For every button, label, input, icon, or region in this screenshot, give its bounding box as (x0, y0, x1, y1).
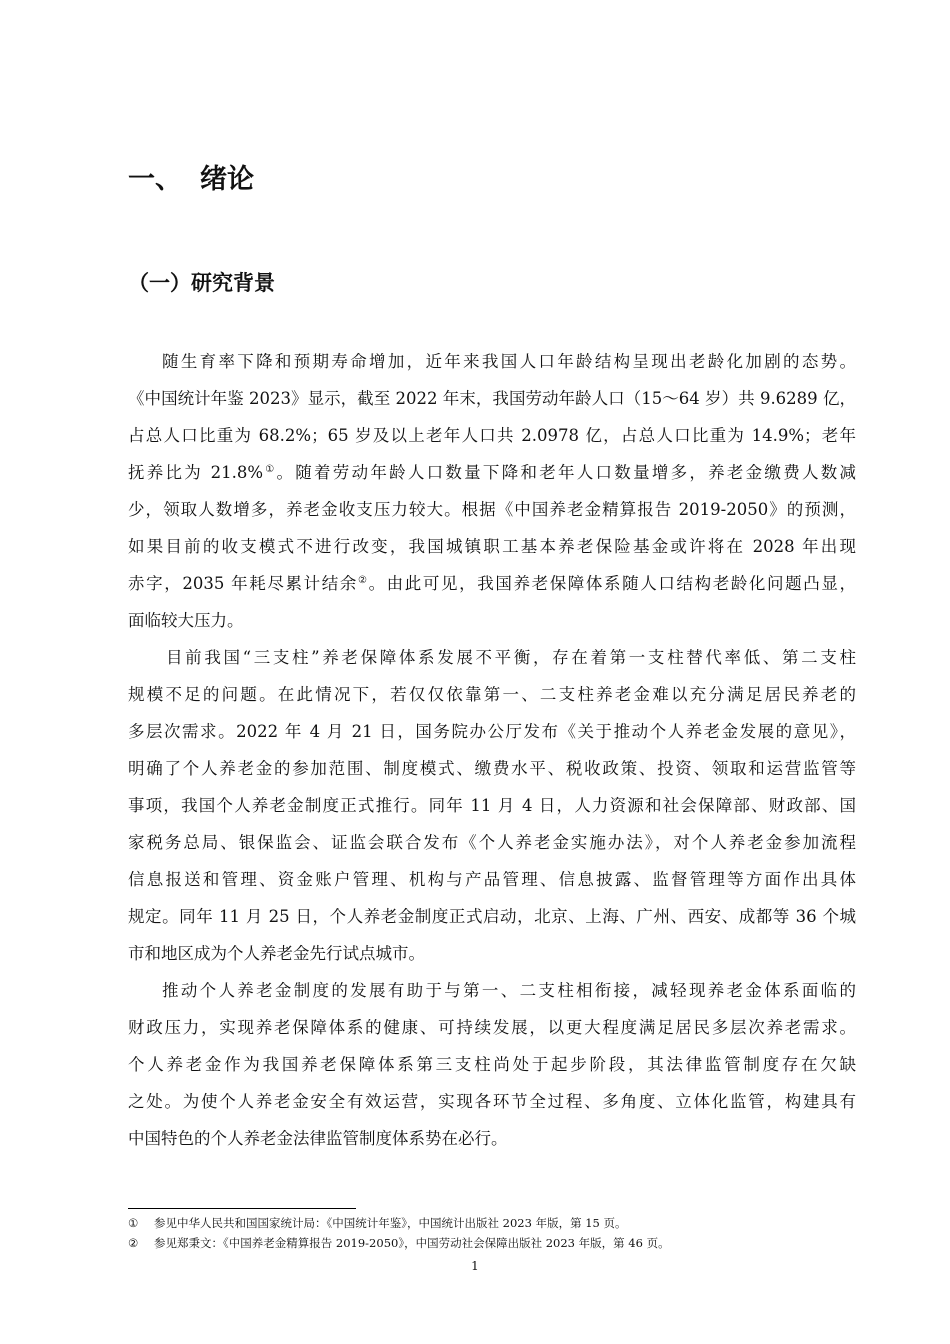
footnote (128, 1213, 670, 1233)
text-line: 面临较大压力。 (128, 611, 244, 630)
section-heading: （一）研究背景 (128, 271, 275, 295)
text-line: 事项，我国个人养老金制度正式推行。同年 11 月 4 日，人力资源和社会保障部、财政部、国 (128, 796, 856, 815)
paragraph (128, 639, 856, 972)
text-line: 个人养老金作为我国养老保障体系第三支柱尚处于起步阶段，其法律监管制度存在欠缺 (128, 1055, 856, 1074)
body-text (128, 343, 856, 1157)
text-line: 多层次需求。2022 年 4 月 21 日，国务院办公厅发布《关于推动个人养老金发展的意见》， (128, 722, 856, 741)
footnote (128, 1233, 670, 1253)
text-line: 家税务总局、银保监会、证监会联合发布《个人养老金实施办法》，对个人养老金参加流程 (128, 833, 856, 852)
text-segment: 抚养比为 21.8% (128, 463, 263, 482)
chapter-number: 一、 (128, 164, 182, 195)
footnotes (128, 1213, 670, 1253)
text-segment: 。随着劳动年龄人口数量下降和老年人口数量增多，养老金缴费人数减 (276, 463, 856, 482)
text-line: 推动个人养老金制度的发展有助于与第一、二支柱相衔接，减轻现养老金体系面临的 (162, 981, 856, 1000)
text-line (128, 565, 856, 602)
text-line: 之处。为使个人养老金安全有效运营，实现各环节全过程、多角度、立体化监管，构建具有 (128, 1092, 856, 1111)
text-line: 随生育率下降和预期寿命增加，近年来我国人口年龄结构呈现出老龄化加剧的态势。 (162, 352, 856, 371)
paragraph (128, 343, 856, 639)
text-line: 市和地区成为个人养老金先行试点城市。 (128, 944, 425, 963)
text-line: 少，领取人数增多，养老金收支压力较大。根据《中国养老金精算报告 2019-2050》的预测， (128, 500, 856, 519)
text-line: 目前我国“三支柱”养老保障体系发展不平衡，存在着第一支柱替代率低、第二支柱 (166, 648, 856, 667)
text-line (128, 454, 856, 491)
text-line: 如果目前的收支模式不进行改变，我国城镇职工基本养老保险基金或许将在 2028 年出现 (128, 537, 856, 556)
text-line: 《中国统计年鉴 2023》显示，截至 2022 年末，我国劳动年龄人口（15～64 岁）共 9.6289 亿， (128, 389, 856, 408)
text-line: 信息报送和管理、资金账户管理、机构与产品管理、信息披露、监督管理等方面作出具体 (128, 870, 856, 889)
footnote-mark: ① (128, 1216, 139, 1230)
text-line: 占总人口比重为 68.2%；65 岁及以上老年人口共 2.0978 亿，占总人口比重为 14.9%；老年 (128, 426, 856, 445)
text-line: 规定。同年 11 月 25 日，个人养老金制度正式启动，北京、上海、广州、西安、成都等 36 个城 (128, 907, 856, 926)
page-number: 1 (471, 1259, 479, 1273)
chapter-heading (128, 160, 254, 200)
text-segment: 。由此可见，我国养老保障体系随人口结构老龄化问题凸显， (368, 574, 856, 593)
text-segment: 赤字，2035 年耗尽累计结余 (128, 574, 358, 593)
footnote-text: 参见中华人民共和国国家统计局：《中国统计年鉴》，中国统计出版社 2023 年版，第 15 页。 (154, 1216, 627, 1230)
text-line: 明确了个人养老金的参加范围、制度模式、缴费水平、税收政策、投资、领取和运营监管等 (128, 759, 856, 778)
paragraph (128, 972, 856, 1157)
footnote-mark: ② (128, 1236, 139, 1250)
chapter-title: 绪论 (200, 164, 254, 195)
footnote-ref[interactable]: ① (263, 464, 277, 475)
text-line: 中国特色的个人养老金法律监管制度体系势在必行。 (128, 1129, 508, 1148)
footnote-separator (128, 1208, 356, 1209)
footnote-text: 参见郑秉文：《中国养老金精算报告 2019-2050》，中国劳动社会保障出版社 2023 年版，第 46 页。 (154, 1236, 670, 1250)
footnote-ref[interactable]: ② (357, 575, 369, 586)
text-line: 规模不足的问题。在此情况下，若仅仅依靠第一、二支柱养老金难以充分满足居民养老的 (128, 685, 856, 704)
text-line: 财政压力，实现养老保障体系的健康、可持续发展，以更大程度满足居民多层次养老需求。 (128, 1018, 856, 1037)
